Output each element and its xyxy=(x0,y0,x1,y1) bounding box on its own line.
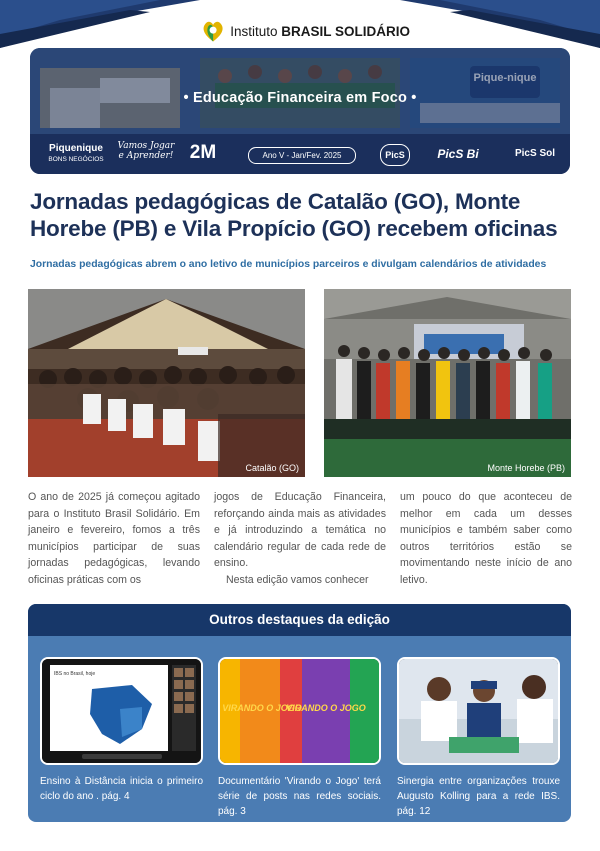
highlights-box xyxy=(28,604,571,822)
hero-title: • Educação Financeira em Foco • xyxy=(183,90,417,106)
body-column-3: um pouco do que aconteceu de melhor em cada um desses municípios e também saber como outros territórios estão se movimentando neste início de ano letivo. xyxy=(400,491,572,586)
logo-text: Instituto BRASIL SOLIDÁRIO xyxy=(230,23,410,39)
highlight-card-virando-o-jogo[interactable] xyxy=(218,657,381,819)
hero-banner xyxy=(30,48,570,174)
brand-pics-sol[interactable]: PicS Sol xyxy=(514,148,555,159)
body-column-2-para-2: Nesta edição vamos conhecer xyxy=(226,573,369,586)
brand-piquenique[interactable]: Piquenique BONS NEGÓCIOS xyxy=(48,143,104,163)
ribbon-left-decoration xyxy=(0,0,210,48)
catalao-scene-image xyxy=(28,289,305,477)
virando-o-jogo-poster-image xyxy=(218,657,381,765)
photo-monte-horebe xyxy=(324,289,571,477)
highlight-card-sinergia-text: Sinergia entre organizações trouxe Augusto Kolling para a rede IBS. pág. 12 xyxy=(397,776,560,817)
ribbon-right-decoration xyxy=(390,0,600,48)
body-column-2 xyxy=(214,489,386,589)
photo-left-caption: Catalão (GO) xyxy=(245,463,299,473)
edition-badge: Ano V - Jan/Fev. 2025 xyxy=(248,147,356,164)
brand-pics[interactable]: PicS xyxy=(380,144,410,166)
brand-2m[interactable]: 2M xyxy=(189,142,217,163)
body-column-2-para-1: jogos de Educação Financeira, reforçando ainda mais as atividades e já introduzindo a temática no calendário regular de cada rede de ensino. xyxy=(214,491,386,570)
body-column-1: O ano de 2025 já começou agitado para o Instituto Brasil Solidário. Em janeiro e fevereiro, fomos a três municípios participar de suas jornadas pedagógicas, levando oficinas práticas com os xyxy=(28,491,200,586)
photo-right-caption: Monte Horebe (PB) xyxy=(487,463,565,473)
brand-bar xyxy=(30,134,570,174)
article-subhead: Jornadas pedagógicas abrem o ano letivo de municípios parceiros e divulgam calendários de atividades xyxy=(30,259,547,270)
article-headline: Jornadas pedagógicas de Catalão (GO), Monte Horebe (PB) e Vila Propício (GO) recebem oficinas xyxy=(30,189,558,241)
monte-horebe-scene-image xyxy=(324,289,571,477)
ead-screenshot-image xyxy=(40,657,203,765)
highlight-card-ead[interactable] xyxy=(40,657,203,804)
ead-screen-text: IBS no Brasil, hoje xyxy=(54,671,96,677)
brand-vamos-jogar[interactable]: Vamos Jogar e Aprender! xyxy=(117,141,175,161)
highlight-card-virando-text: Documentário 'Virando o Jogo' terá série de posts nas redes sociais. pág. 3 xyxy=(218,776,381,817)
poster-text-2: VIRANDO O JOGO xyxy=(286,703,366,713)
sinergia-photo-image xyxy=(397,657,560,765)
heart-logo-icon xyxy=(200,16,226,46)
institute-logo[interactable] xyxy=(200,14,410,48)
photo-catalao xyxy=(28,289,305,477)
highlights-title: Outros destaques da edição xyxy=(28,604,571,636)
hero-sign-text: Pique-nique xyxy=(473,72,537,84)
brand-pics-bio[interactable]: PicS Bi xyxy=(437,147,479,161)
poster-text-1: VIRANDO O JOGO xyxy=(222,703,302,713)
highlight-card-sinergia[interactable] xyxy=(397,657,560,819)
highlight-card-ead-text: Ensino à Distância inicia o primeiro ciclo do ano . pág. 4 xyxy=(40,776,203,802)
